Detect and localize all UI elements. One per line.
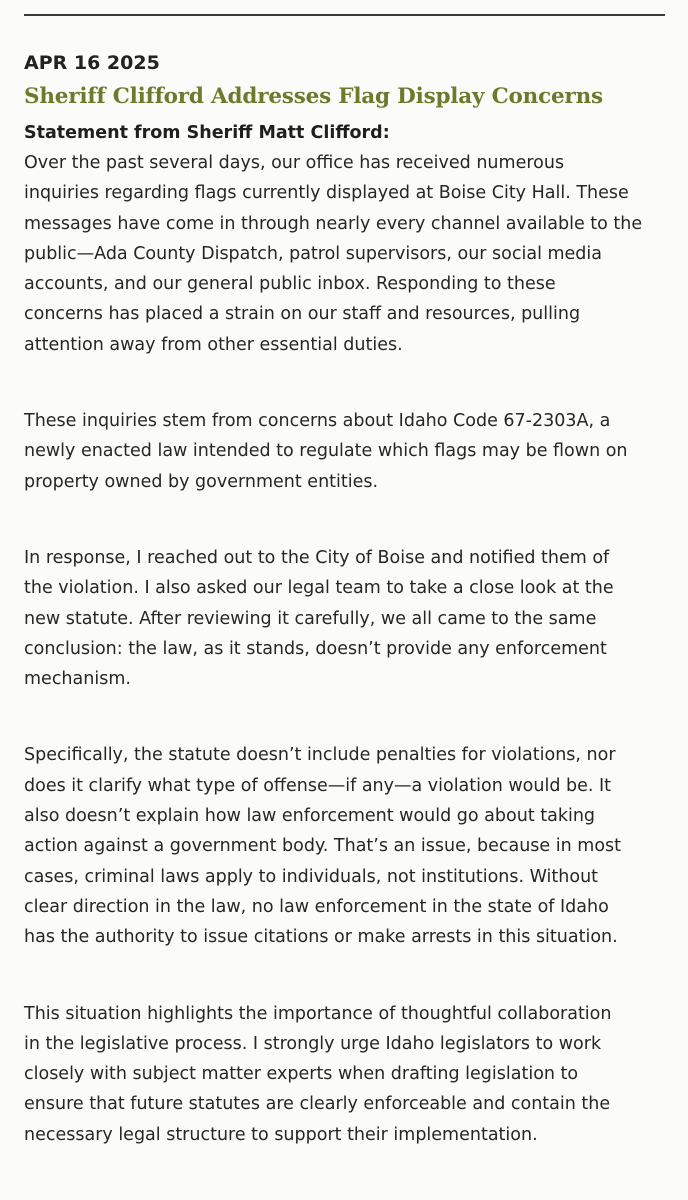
- article-headline: Sheriff Clifford Addresses Flag Display Concerns: [24, 84, 603, 109]
- paragraph-line: does it clarify what type of offense—if any—a violation would be. It: [24, 775, 612, 796]
- paragraph-line: property owned by government entities.: [24, 471, 379, 492]
- paragraph-line: newly enacted law intended to regulate which flags may be flown on: [24, 441, 628, 462]
- paragraph-line: new statute. After reviewing it carefully, we all came to the same: [24, 608, 597, 629]
- release-date: APR 16 2025: [24, 52, 160, 74]
- paragraph-line: public—Ada County Dispatch, patrol supervisors, our social media: [24, 243, 603, 264]
- paragraph-line: These inquiries stem from concerns about Idaho Code 67-2303A, a: [24, 411, 611, 432]
- paragraph-line: action against a government body. That’s an issue, because in most: [24, 836, 621, 857]
- paragraph-line: concerns has placed a strain on our staff and resources, pulling: [24, 304, 581, 325]
- paragraph-line: Over the past several days, our office has received numerous: [24, 153, 565, 173]
- paragraph-line: messages have come in through nearly every channel available to the: [24, 213, 643, 234]
- paragraph-1: [24, 148, 668, 360]
- paragraph-line: clear direction in the law, no law enforcement in the state of Idaho: [24, 896, 609, 917]
- paragraph-line: In response, I reached out to the City of Boise and notified them of: [24, 547, 610, 568]
- paragraph-5: [24, 999, 668, 1150]
- top-divider: [24, 14, 665, 16]
- paragraph-line: attention away from other essential duties.: [24, 334, 403, 355]
- paragraph-2: [24, 406, 668, 497]
- paragraph-line: mechanism.: [24, 669, 131, 690]
- paragraph-line: accounts, and our general public inbox. Responding to these: [24, 274, 556, 295]
- press-release: [24, 49, 668, 1150]
- paragraph-line: necessary legal structure to support their implementation.: [24, 1124, 538, 1145]
- paragraph-line: Specifically, the statute doesn’t include penalties for violations, nor: [24, 745, 616, 766]
- paragraph-line: also doesn’t explain how law enforcement would go about taking: [24, 806, 596, 827]
- paragraph-line: the violation. I also asked our legal team to take a close look at the: [24, 578, 614, 599]
- paragraph-line: ensure that future statutes are clearly enforceable and contain the: [24, 1094, 611, 1115]
- paragraph-3: [24, 543, 668, 694]
- paragraph-line: cases, criminal laws apply to individuals, not institutions. Without: [24, 866, 599, 887]
- paragraph-line: closely with subject matter experts when drafting legislation to: [24, 1064, 579, 1085]
- paragraph-line: conclusion: the law, as it stands, doesn’t provide any enforcement: [24, 638, 607, 659]
- statement-byline: Statement from Sheriff Matt Clifford:: [24, 123, 390, 143]
- paragraph-line: This situation highlights the importance of thoughtful collaboration: [24, 1003, 612, 1024]
- paragraph-line: inquiries regarding flags currently displayed at Boise City Hall. These: [24, 183, 629, 204]
- paragraph-line: has the authority to issue citations or make arrests in this situation.: [24, 927, 618, 948]
- paragraph-4: [24, 740, 668, 952]
- paragraph-line: in the legislative process. I strongly urge Idaho legislators to work: [24, 1033, 602, 1054]
